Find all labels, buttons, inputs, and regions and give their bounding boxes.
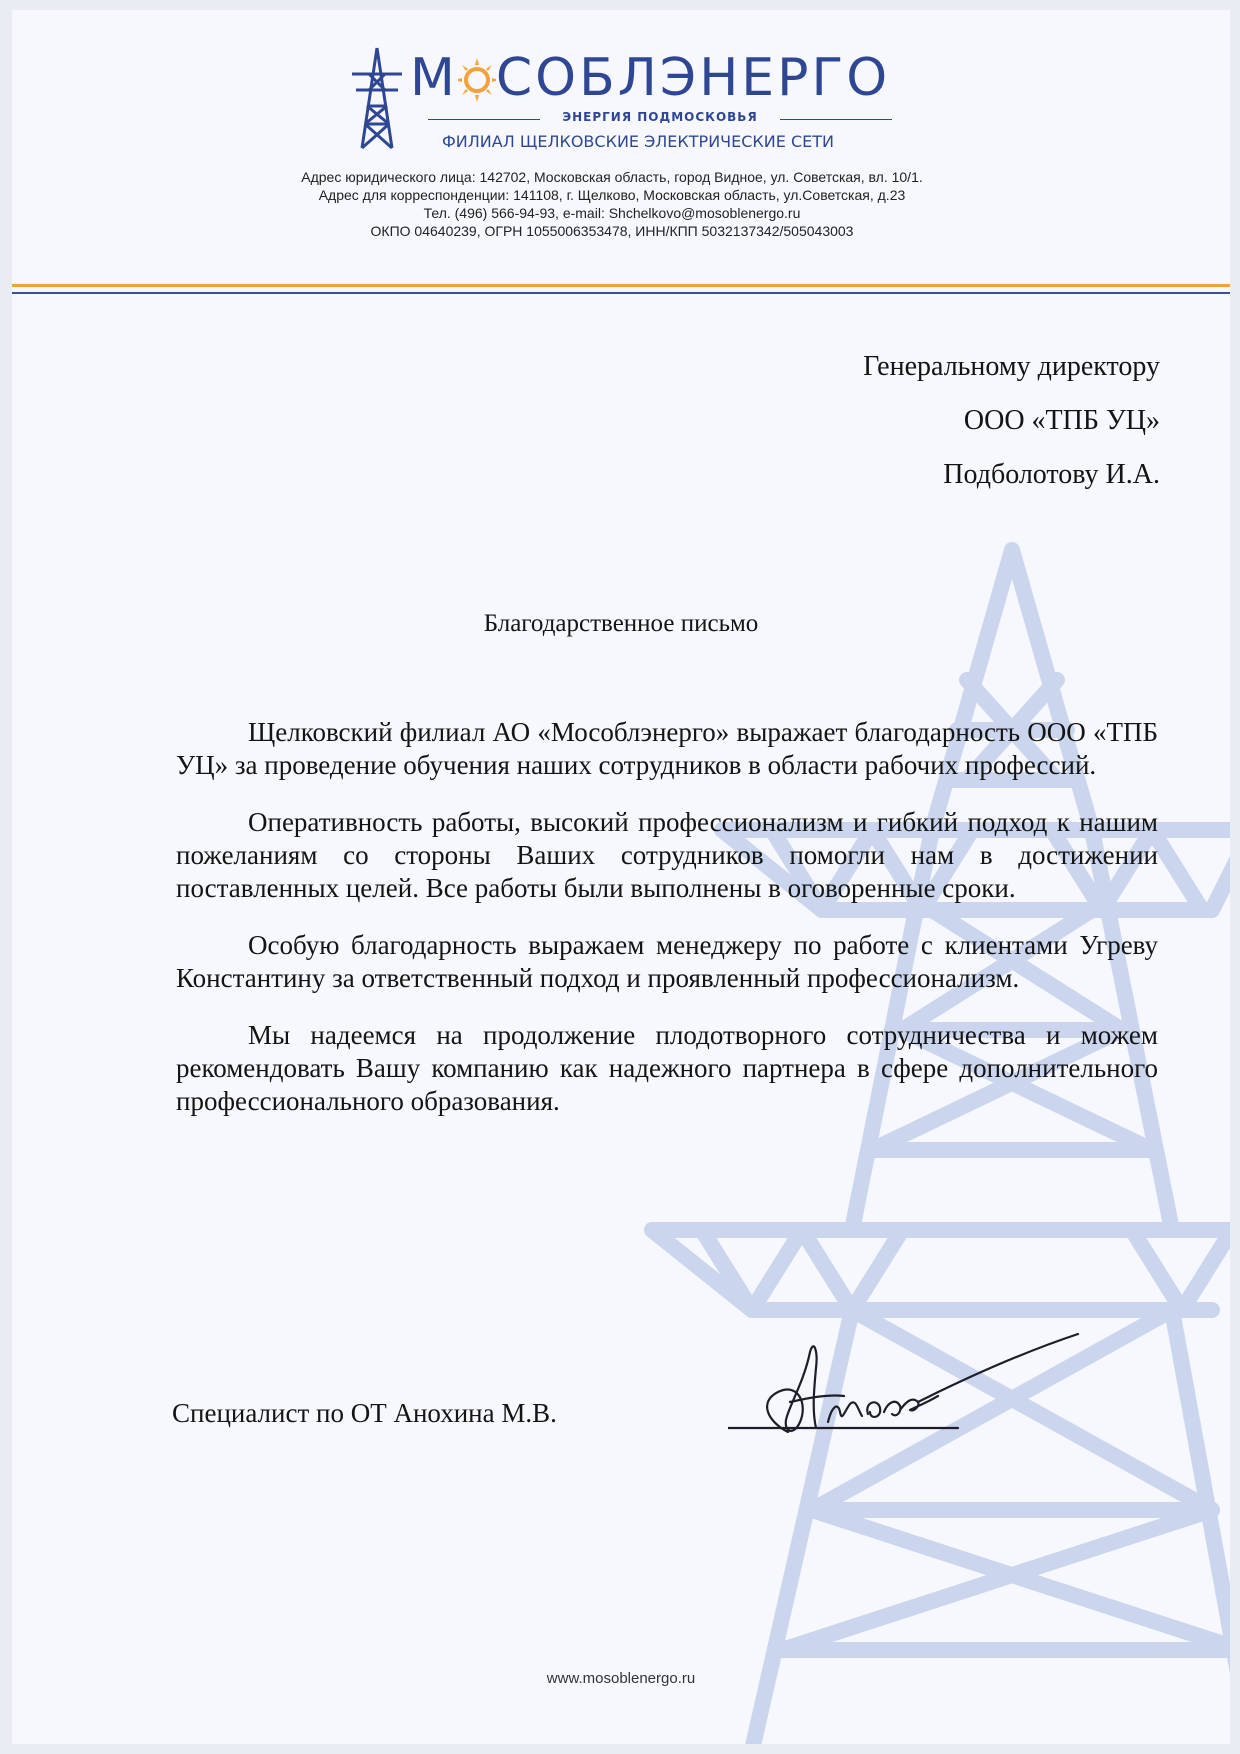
footer-website: www.mosoblenergo.ru bbox=[546, 1670, 696, 1687]
addressee-company: ООО «ТПБ УЦ» bbox=[963, 405, 1160, 436]
logo-tagline: ЭНЕРГИЯ ПОДМОСКОВЬЯ bbox=[562, 110, 758, 124]
branch-name: ФИЛИАЛ ЩЕЛКОВСКИЕ ЭЛЕКТРИЧЕСКИЕ СЕТИ bbox=[442, 132, 834, 151]
addressee-person: Подболотову И.А. bbox=[943, 459, 1160, 490]
letter-page bbox=[12, 10, 1230, 1744]
header-divider-blue bbox=[12, 292, 1230, 294]
contact-line: Адрес для корреспонденции: 141108, г. Щелково, Московская область, ул.Советская, д.23 bbox=[318, 187, 906, 203]
body-paragraph: Мы надеемся на продолжение плодотворного сотрудничества и можем рекомендовать Вашу компанию как надежного партнера в сфере дополнительного профессионального образования. bbox=[176, 1020, 1158, 1116]
letter-title: Благодарственное письмо bbox=[483, 610, 759, 637]
company-contacts bbox=[172, 168, 1052, 240]
contact-line: Адрес юридического лица: 142702, Московская область, город Видное, ул. Советская, вл. 10/1. bbox=[301, 169, 923, 185]
handwritten-signature bbox=[728, 1332, 1088, 1442]
header-divider-orange bbox=[12, 284, 1230, 287]
contact-line: Тел. (496) 566-94-93, e-mail: Shchelkovo@mosoblenergo.ru bbox=[423, 205, 801, 221]
addressee-block bbox=[863, 340, 1160, 502]
signer-name: Специалист по ОТ Анохина М.В. bbox=[172, 1398, 557, 1428]
body-paragraph: Особую благодарность выражаем менеджеру по работе с клиентами Угреву Константину за ответственный подход и проявленный профессионализм. bbox=[176, 930, 1158, 993]
body-paragraph: Оперативность работы, высокий профессионализм и гибкий подход к нашим пожеланиям со стороны Ваших сотрудников помогли нам в достижении поставленных целей. Все работы были выполнены в оговоренные сроки. bbox=[176, 807, 1158, 903]
body-paragraph: Щелковский филиал АО «Мособлэнерго» выражает благодарность ООО «ТПБ УЦ» за проведение обучения наших сотрудников в области рабочих профессий. bbox=[176, 717, 1158, 780]
letter-body bbox=[176, 716, 1158, 1142]
contact-line: ОКПО 04640239, ОГРН 1055006353478, ИНН/КПП 5032137342/505043003 bbox=[370, 223, 854, 239]
addressee-position: Генеральному директору bbox=[863, 351, 1160, 382]
sun-icon bbox=[458, 48, 496, 108]
logo-wordmark: М СОБЛЭНЕРГО bbox=[410, 48, 891, 108]
company-logo bbox=[348, 40, 908, 160]
